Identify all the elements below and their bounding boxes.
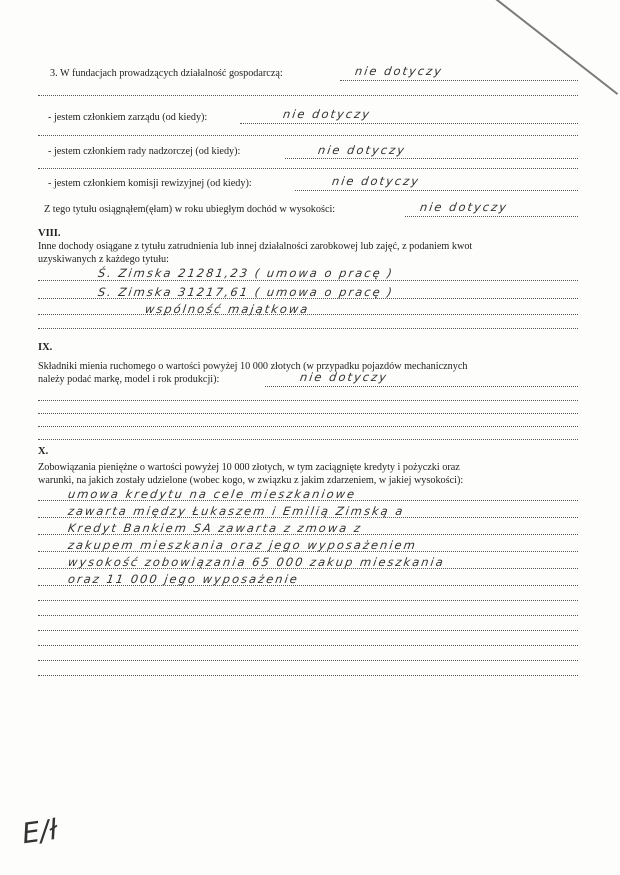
answer-line <box>38 615 578 616</box>
answer-line <box>265 386 578 387</box>
section10-answer-4: zakupem mieszkania oraz jego wyposażeniem <box>67 538 418 552</box>
section10-answer-1: umowa kredytu na cele mieszkaniowe <box>67 487 358 501</box>
answer-line <box>38 439 578 440</box>
section8-answer-2: S. Zimska 31217,61 ( umowa o pracę ) <box>97 285 395 299</box>
answer-line <box>405 216 578 217</box>
zarzad-question: - jestem członkiem zarządu (od kiedy): <box>48 112 208 123</box>
handwritten-initials: E/ł <box>19 812 60 851</box>
section3-question: 3. W fundacjach prowadzących działalność gospodarczą: <box>50 68 283 79</box>
dochod-question: Z tego tytułu osiągnąłem(ęłam) w roku ubiegłym dochód w wysokości: <box>44 204 336 215</box>
komisja-answer: nie dotyczy <box>331 174 422 188</box>
section10-title: X. <box>38 446 49 457</box>
section8-answer-1: Ś. Zimska 21281,23 ( umowa o pracę ) <box>97 266 395 280</box>
answer-line <box>340 80 578 81</box>
section10-answer-6: oraz 11 000 jego wyposażenie <box>67 572 300 586</box>
section10-answer-2: zawarta między Łukaszem i Emilią Zimską a <box>67 504 406 518</box>
answer-line <box>38 314 578 315</box>
section8-question-1: Inne dochody osiągane z tytułu zatrudnienia lub innej działalności zarobkowej lub zajęć, z podaniem kwot <box>38 241 473 252</box>
answer-line <box>295 190 578 191</box>
answer-line <box>240 123 578 124</box>
section10-question-1: Zobowiązania pieniężne o wartości powyżej 10 000 złotych, w tym zaciągnięte kredyty i pożyczki oraz <box>38 462 460 473</box>
section10-answer-3: Kredyt Bankiem SA zawarta z zmowa z <box>67 521 364 535</box>
answer-line <box>38 630 578 631</box>
section9-answer: nie dotyczy <box>299 370 390 384</box>
answer-line <box>38 660 578 661</box>
section9-question-2: należy podać markę, model i rok produkcji): <box>38 374 220 385</box>
zarzad-answer: nie dotyczy <box>282 107 373 121</box>
answer-line <box>38 675 578 676</box>
answer-line <box>38 135 578 136</box>
answer-line <box>38 95 578 96</box>
rada-answer: nie dotyczy <box>317 143 408 157</box>
answer-line <box>38 517 578 518</box>
answer-line <box>38 298 578 299</box>
section10-question-2: warunki, na jakich zostały udzielone (wobec kogo, w związku z jakim zdarzeniem, w jakiej wysokości): <box>38 475 464 486</box>
section8-answer-3: wspólność majątkowa <box>144 302 311 316</box>
answer-line <box>38 500 578 501</box>
answer-line <box>38 585 578 586</box>
answer-line <box>38 534 578 535</box>
answer-line <box>38 600 578 601</box>
answer-line <box>38 400 578 401</box>
section8-question-2: uzyskiwanych z każdego tytułu: <box>38 254 169 265</box>
komisja-question: - jestem członkiem komisji rewizyjnej (od kiedy): <box>48 178 252 189</box>
answer-line <box>38 568 578 569</box>
section8-title: VIII. <box>38 228 61 239</box>
answer-line <box>38 328 578 329</box>
section9-question-1: Składniki mienia ruchomego o wartości powyżej 10 000 złotych (w przypadku pojazdów mechanicznych <box>38 361 468 372</box>
section9-title: IX. <box>38 342 53 353</box>
dochod-answer: nie dotyczy <box>419 200 510 214</box>
section10-answer-5: wysokość zobowiązania 65 000 zakup mieszkania <box>67 555 446 569</box>
answer-line <box>38 413 578 414</box>
rada-question: - jestem członkiem rady nadzorczej (od kiedy): <box>48 146 241 157</box>
answer-line <box>38 645 578 646</box>
answer-line <box>38 280 578 281</box>
answer-line <box>38 551 578 552</box>
answer-line <box>38 168 578 169</box>
section3-answer: nie dotyczy <box>354 64 445 78</box>
answer-line <box>38 426 578 427</box>
answer-line <box>285 158 578 159</box>
